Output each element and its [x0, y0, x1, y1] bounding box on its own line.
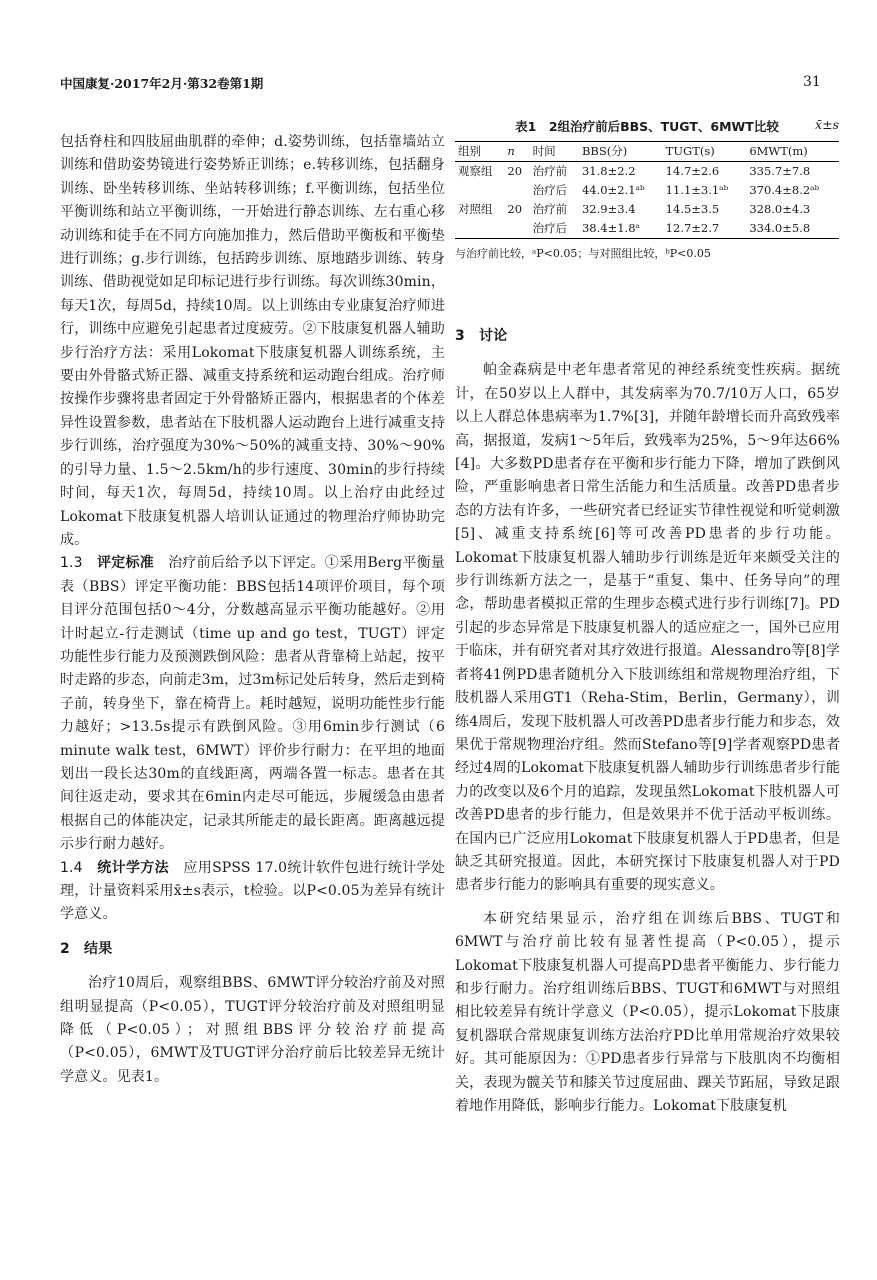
- table-row: [455, 219, 839, 239]
- section-number: 1.4: [60, 859, 83, 876]
- table-header-row: [455, 142, 839, 162]
- section-1-4: [60, 857, 445, 927]
- table-cell: [504, 219, 529, 239]
- table-cell: 12.7±2.7: [665, 221, 720, 235]
- table-header-cell: TUGT(s): [665, 144, 715, 158]
- table-cell: 38.4±1.8ᵃ: [581, 221, 640, 235]
- table-cell: 370.4±8.2ᵃᵇ: [749, 183, 820, 197]
- table-caption: 表1 2组治疗前后BBS、TUGT、6MWT比较 x̄±s: [515, 117, 839, 134]
- table-cell: 335.7±7.8: [749, 164, 811, 178]
- table-row: [455, 162, 839, 182]
- table-cell: [455, 219, 504, 239]
- section-heading: 统计学方法: [97, 859, 170, 876]
- table-cell: 334.0±5.8: [749, 221, 811, 235]
- right-column: [455, 325, 840, 1118]
- table-cell: 对照组: [458, 202, 493, 216]
- table-cell: 44.0±2.1ᵃᵇ: [581, 183, 645, 197]
- table-unit: x̄±s: [815, 117, 839, 132]
- table-header-cell: BBS(分): [581, 144, 628, 158]
- table-cell: 31.8±2.2: [581, 164, 636, 178]
- section-text: 应用SPSS 17.0统计软件包进行统计学处理，计量资料采用x̄±s表示，t检验。以P<0.05为差异有统计学意义。: [60, 859, 446, 923]
- table-note: 与治疗前比较，ᵃP<0.05；与对照组比较，ᵇP<0.05: [455, 247, 711, 260]
- table-cell: 观察组: [458, 164, 493, 178]
- table-cell: [504, 181, 529, 200]
- table-cell: 治疗后: [532, 221, 568, 235]
- table-header-cell: n: [507, 144, 515, 158]
- left-column: [60, 131, 445, 1089]
- table-cell: 治疗前: [532, 202, 568, 216]
- discussion-paragraph: 本研究结果显示，治疗组在训练后BBS、TUGT和6MWT与治疗前比较有显著性提高（P<0.05），提示Lokomat下肢康复机器人可提高PD患者平衡能力、步行能力和步行耐力。治疗组训练后BBS、TUGT和6MWT与对照组相比较差异有统计学意义（P<0.05），提示Lokomat下肢康复机器联合常规康复训练方法治疗PD比单用常规治疗效果较好。其可能原因为：①PD患者步行异常与下肢肌肉不均衡相关，表现为髋关节和膝关节过度屈曲、踝关节跖屈，导致足跟着地作用降低，影响步行能力。Lokomat下肢康复机: [455, 910, 840, 1114]
- table-cell: 32.9±3.4: [581, 202, 636, 216]
- section-1-3: [60, 552, 445, 856]
- results-table: [455, 141, 839, 239]
- method-paragraph: 包括脊柱和四肢屈曲肌群的牵伸；d.姿势训练，包括靠墙站立训练和借助姿势镜进行姿势矫正训练；e.转移训练，包括翻身训练、卧坐转移训练、坐站转移训练；f.平衡训练，包括坐位平衡训练和站立平衡训练，一开始进行静态训练、左右重心移动训练和徒手在不同方向施加推力，然后借助平衡板和平衡垫进行训练；g.步行训练，包括跨步训练、原地踏步训练、转身训练、借助视觉如足印标记进行步行训练。每次训练30min，每天1次，每周5d，持续10周。以上训练由专业康复治疗师进行，训练中应避免引起患者过度疲劳。②下肢康复机器人辅助步行治疗方法：采用Lokomat下肢康复机器人训练系统，主要由外骨骼式矫正器、减重支持系统和运动跑台组成。治疗师按操作步骤将患者固定于外骨骼矫正器内，根据患者的个体差异性设置参数，患者站在下肢机器人运动跑台上进行减重支持步行训练，治疗强度为30%～50%的减重支持、30%～90%的引导力量、1.5～2.5km/h的步行速度、30min的步行持续时间，每天1次，每周5d，持续10周。以上治疗由此经过Lokomat下肢康复机器人培训认证通过的物理治疗师协助完成。: [60, 134, 445, 548]
- table-row: [455, 200, 839, 219]
- table-1: [455, 117, 839, 261]
- table-cell: 328.0±4.3: [749, 202, 811, 216]
- table-cell: 14.5±3.5: [665, 202, 720, 216]
- results-heading: 2 结果: [60, 940, 113, 957]
- running-header: 中国康复·2017年2月·第32卷第1期: [60, 76, 264, 91]
- section-number: 1.3: [60, 555, 83, 572]
- table-cell: 11.1±3.1ᵃᵇ: [665, 183, 729, 197]
- section-heading: 评定标准: [97, 555, 154, 572]
- table-cell: 20: [507, 202, 523, 216]
- table-header-cell: 时间: [532, 144, 556, 158]
- table-cell: 20: [507, 164, 523, 178]
- table-header-cell: 组别: [458, 144, 481, 158]
- section-text: 治疗前后给予以下评定。①采用Berg平衡量表（BBS）评定平衡功能：BBS包括14项评价项目，每个项目评分范围包括0～4分，分数越高显示平衡功能越好。②用计时起立-行走测试（time up and go test，TUGT）评定功能性步行能力及预测跌倒风险：患者从背靠椅上站起，按平时走路的步态，向前走3m，过3m标记处后转身，然后走到椅子前，转身坐下，靠在椅背上。耗时越短，说明功能性步行能力越好；>13.5s提示有跌倒风险。③用6min步行测试（6 minute walk test，6MWT）评价步行耐力：在平坦的地面划出一段长达30m的直线距离，两端各置一标志。患者在其间往返走动，要求其在6min内走尽可能远，步履缓急由患者根据自己的体能决定，记录其所能走的最长距离。距离越远提示步行耐力越好。: [60, 555, 445, 853]
- table-cell: 治疗后: [532, 183, 568, 197]
- table-cell: 14.7±2.6: [665, 164, 720, 178]
- table-cell: 治疗前: [532, 164, 568, 178]
- table-header-cell: 6MWT(m): [749, 144, 808, 158]
- discussion-heading: 3 讨论: [455, 328, 508, 344]
- table-row: [455, 181, 839, 200]
- results-paragraph: 治疗10周后，观察组BBS、6MWT评分较治疗前及对照组明显提高（P<0.05），TUGT评分较治疗前及对照组明显降低（P<0.05）；对照组BBS评分较治疗前提高（P<0.05），6MWT及TUGT评分治疗前后比较差异无统计学意义。见表1。: [60, 975, 445, 1085]
- discussion-paragraph: 帕金森病是中老年患者常见的神经系统变性疾病。据统计，在50岁以上人群中，其发病率为70.7/10万人口，65岁以上人群总体患病率为1.7%[3]，并随年龄增长而升高致残率高，据报道，发病1～5年后，致残率为25%，5～9年达66%[4]。大多数PD患者存在平衡和步行能力下降，增加了跌倒风险，严重影响患者日常生活能力和生活质量。改善PD患者步态的方法有许多，一些研究者已经证实节律性视觉和听觉刺激[5]、减重支持系统[6]等可改善PD患者的步行功能。Lokomat下肢康复机器人辅助步行训练是近年来颇受关注的步行训练新方法之一，是基于“重复、集中、任务导向”的理念，帮助患者模拟正常的生理步态模式进行步行训练[7]。PD引起的步态异常是下肢康复机器人的适应症之一，国外已应用于临床，并有研究者对其疗效进行报道。Alessandro等[8]学者将41例PD患者随机分入下肢训练组和常规物理治疗组，下肢机器人采用GT1（Reha-Stim，Berlin，Germany），训练4周后，发现下肢机器人可改善PD患者步行能力和步态，效果优于常规物理治疗组。然而Stefano等[9]学者观察PD患者经过4周的Lokomat下肢康复机器人辅助步行训练患者步行能力的改变以及6个月的追踪，发现虽然Lokomat下肢机器人可改善PD患者的步行能力，但是效果并不优于活动平板训练。在国内已广泛应用Lokomat下肢康复机器人于PD患者，但是缺乏其研究报道。因此，本研究探讨下肢康复机器人对于PD患者步行能力的影响具有重要的现实意义。: [455, 362, 840, 894]
- table-cell: [455, 181, 504, 200]
- page-number: 31: [803, 74, 821, 90]
